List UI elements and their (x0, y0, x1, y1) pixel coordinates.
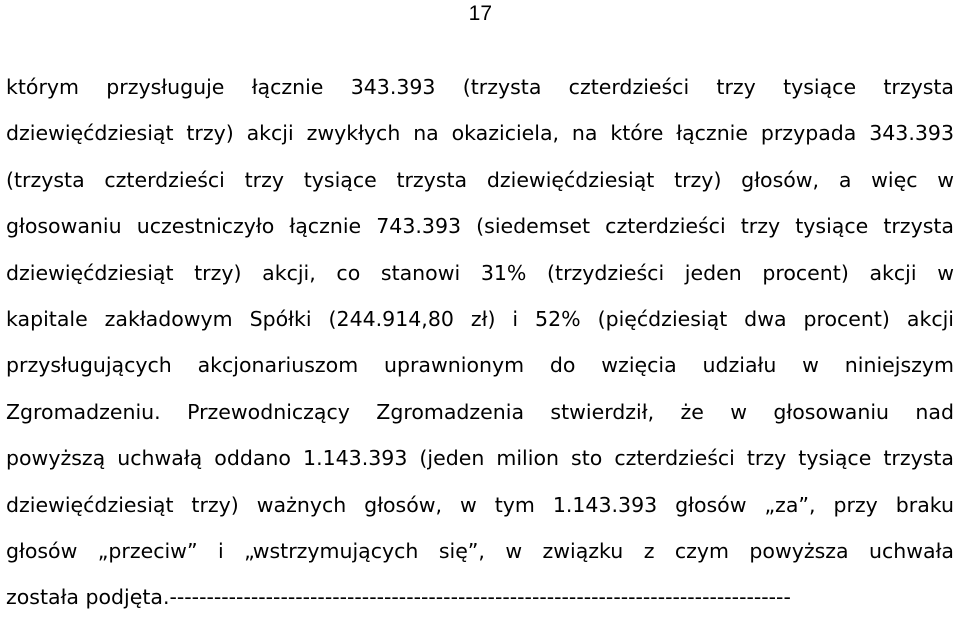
text-line: powyższą uchwałą oddano 1.143.393 (jeden milion sto czterdzieści trzy tysiące trzysta (6, 446, 954, 471)
text-line: (trzysta czterdzieści trzy tysiące trzysta dziewięćdziesiąt trzy) głosów, a więc w (6, 167, 954, 192)
text-line: kapitale zakładowym Spółki (244.914,80 zł) i 52% (pięćdziesiąt dwa procent) akcji (6, 306, 954, 331)
text-line: głosów „przeciw” i „wstrzymujących się”, w związku z czym powyższa uchwała (6, 538, 954, 563)
text-line: przysługujących akcjonariuszom uprawnionym do wzięcia udziału w niniejszym (6, 353, 954, 378)
text-line: dziewięćdziesiąt trzy) akcji, co stanowi 31% (trzydzieści jeden procent) akcji w (6, 260, 954, 285)
document-body (6, 64, 954, 621)
text-line: dziewięćdziesiąt trzy) akcji zwykłych na okaziciela, na które łącznie przypada 343.393 (6, 121, 954, 146)
page-number (0, 0, 960, 28)
page-number-text: 17 (468, 2, 492, 25)
text-line: którym przysługuje łącznie 343.393 (trzysta czterdzieści trzy tysiące trzysta (6, 75, 954, 99)
text-line: dziewięćdziesiąt trzy) ważnych głosów, w tym 1.143.393 głosów „za”, przy braku (6, 492, 954, 517)
text-line: Zgromadzeniu. Przewodniczący Zgromadzenia stwierdził, że w głosowaniu nad (6, 399, 954, 424)
text-line-final: została podjęta.------------------------------------------------------------------------------------ (6, 585, 791, 610)
text-line: głosowaniu uczestniczyło łącznie 743.393 (siedemset czterdzieści trzy tysiące trzysta (6, 214, 954, 239)
